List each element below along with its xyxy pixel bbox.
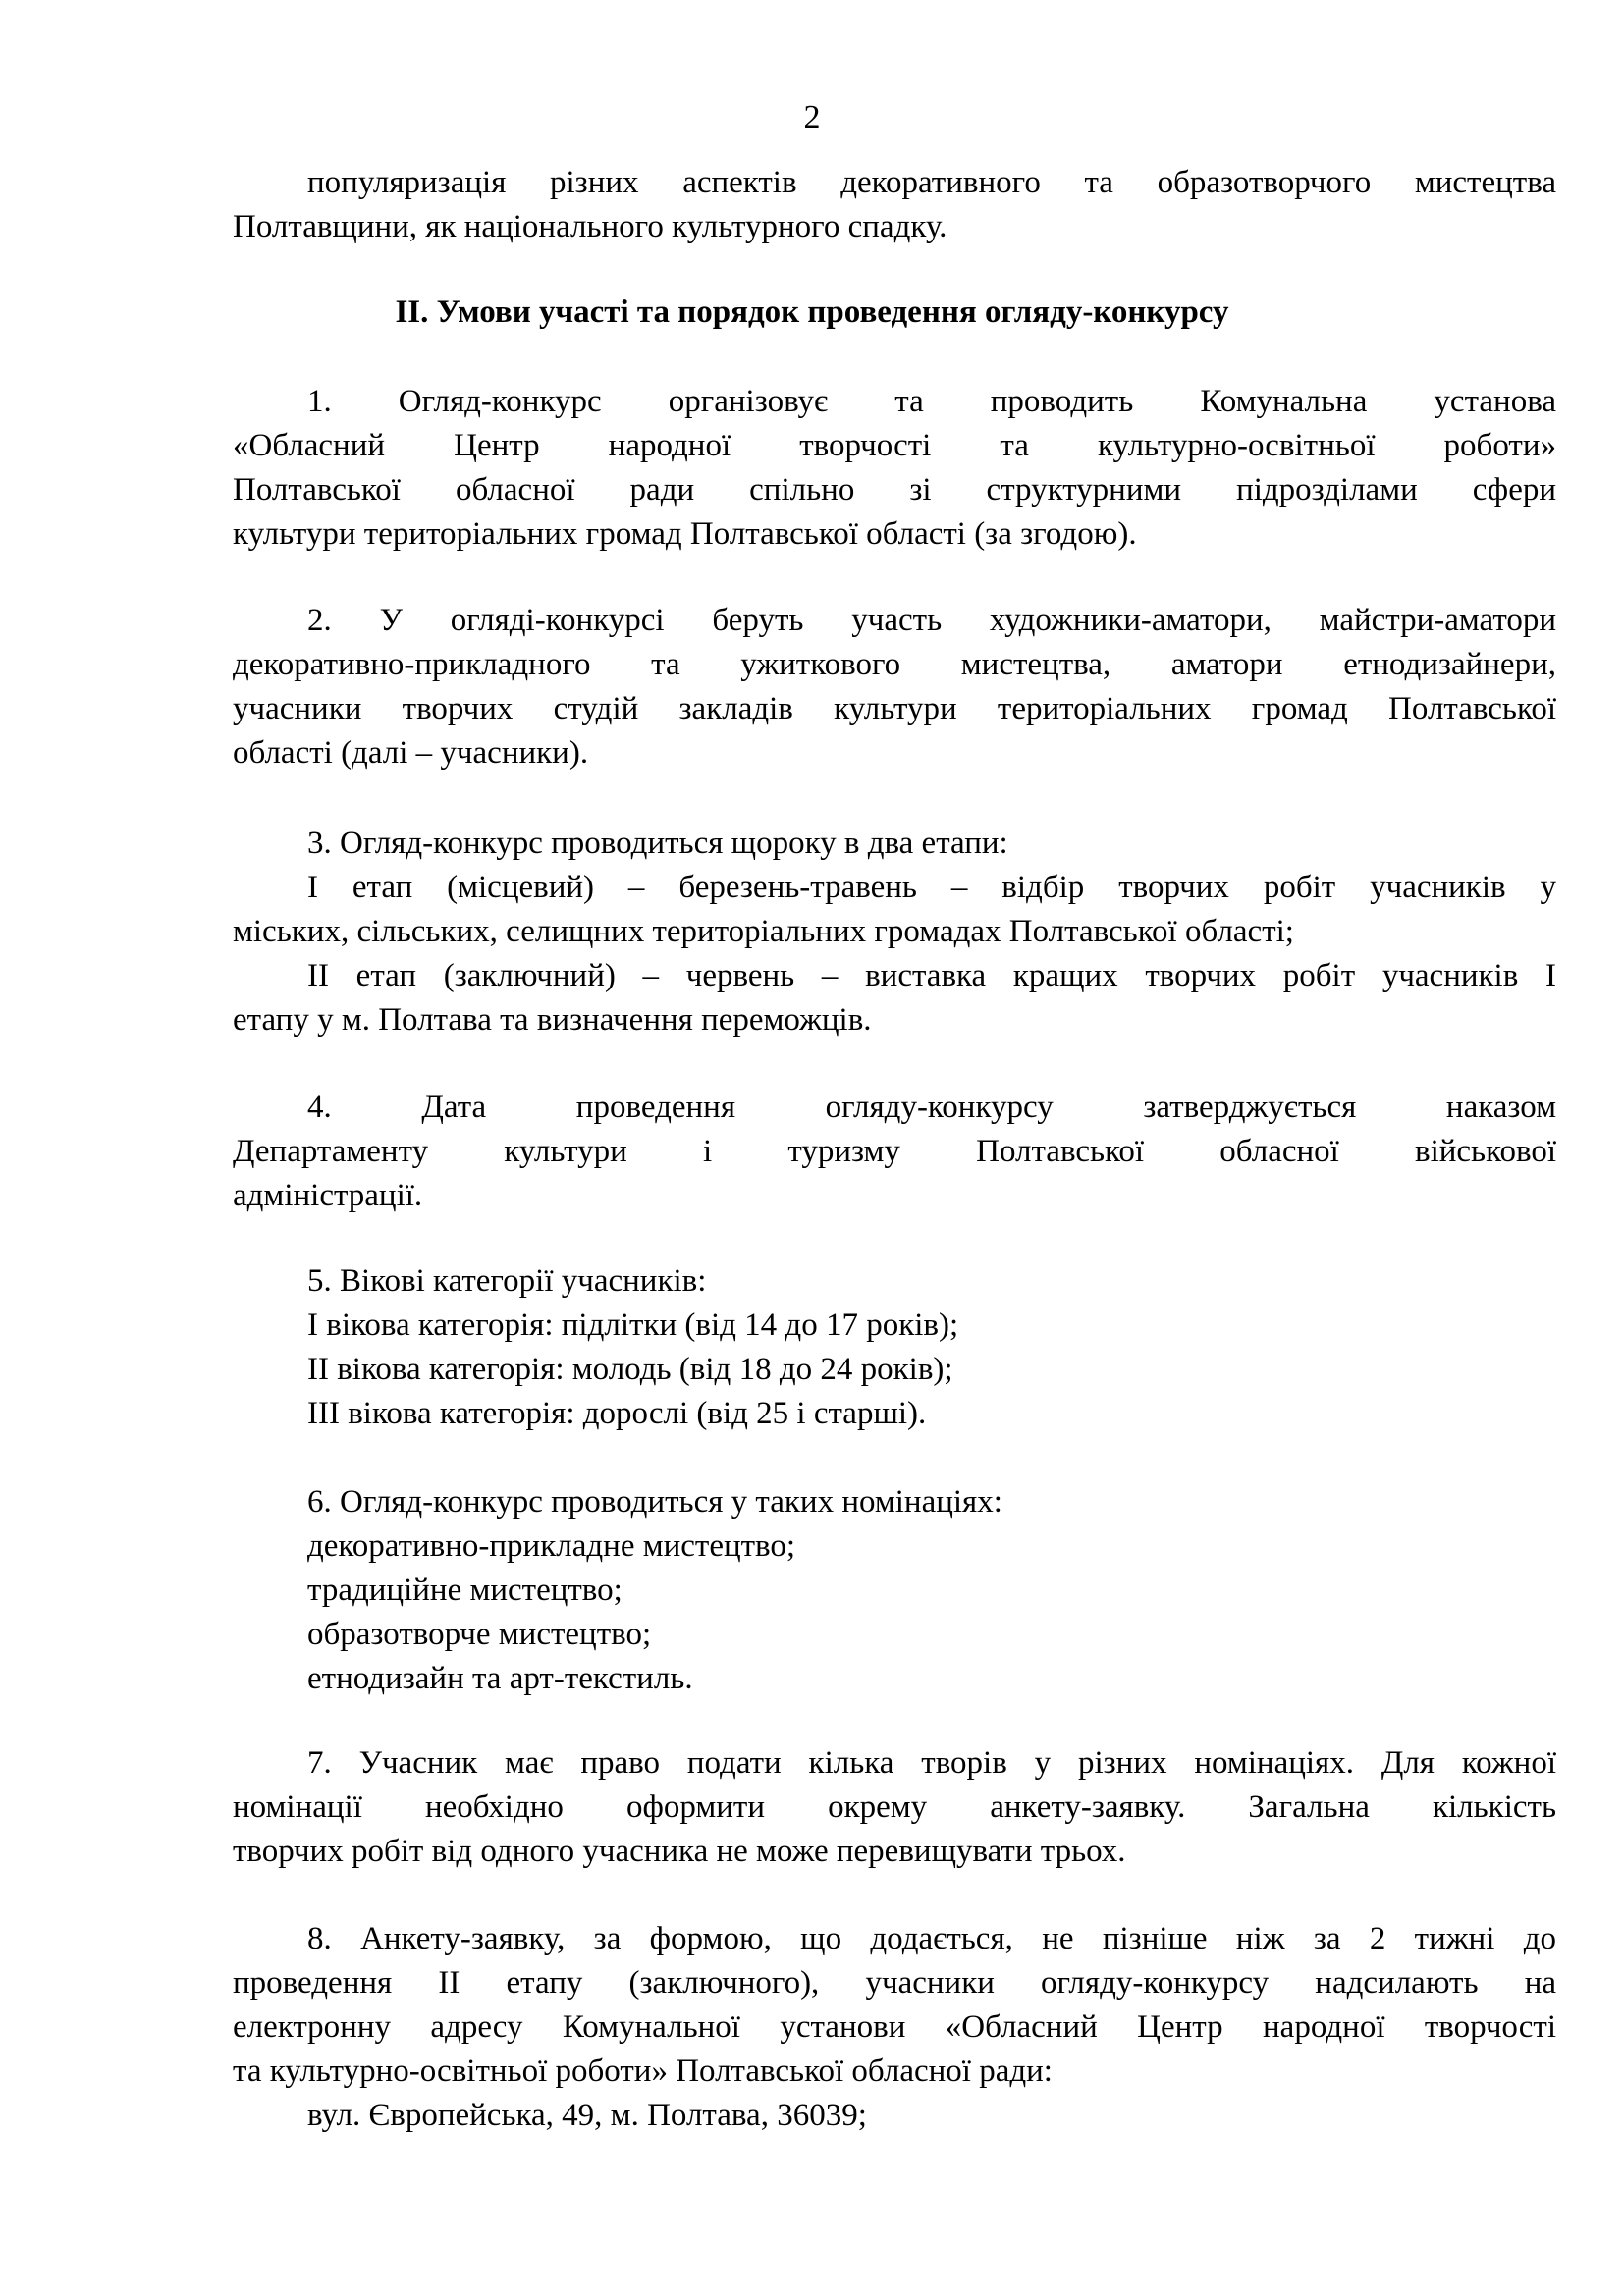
paragraph-4-line-2: Департаменту культури і туризму Полтавської обласної військової [233,1134,1556,1169]
paragraph-8-line-3: електронну адресу Комунальної установи «Обласний Центр народної творчості [233,2009,1556,2045]
nomination-4: етнодизайн та арт-текстиль. [307,1661,693,1696]
nomination-2: традиційне мистецтво; [307,1573,623,1608]
paragraph-4-line-1: 4. Дата проведення огляду-конкурсу затверджується наказом [307,1090,1556,1125]
intro-line-2: Полтавщини, як національного культурного спадку. [233,209,947,244]
intro-line-1: популяризація різних аспектів декоративного та образотворчого мистецтва [307,165,1556,200]
paragraph-1-line-2: «Обласний Центр народної творчості та культурно-освітньої роботи» [233,428,1556,463]
paragraph-7 [233,1741,1556,1874]
paragraph-3 [233,822,1556,1042]
paragraph-7-line-1: 7. Учасник має право подати кілька творів у різних номінаціях. Для кожної [307,1745,1556,1781]
paragraph-1-line-3: Полтавської обласної ради спільно зі структурними підрозділами сфери [233,472,1556,507]
paragraph-3-line-4: ІІ етап (заключний) – червень – виставка кращих творчих робіт учасників І [307,958,1556,993]
page-number: 2 [803,99,821,135]
paragraph-8-line-1: 8. Анкету-заявку, за формою, що додається, не пізніше ніж за 2 тижні до [307,1921,1556,1956]
paragraph-3-line-3: міських, сільських, селищних територіальних громадах Полтавської області; [233,914,1294,949]
paragraph-1-line-1: 1. Огляд-конкурс організовує та проводить Комунальна установа [307,384,1556,419]
paragraph-2-line-3: учасники творчих студій закладів культури територіальних громад Полтавської [233,691,1556,726]
age-category-3: ІІІ вікова категорія: дорослі (від 25 і старші). [307,1396,927,1431]
paragraph-7-line-2: номінації необхідно оформити окрему анкету-заявку. Загальна кількість [233,1789,1556,1825]
paragraph-8-line-2: проведення ІІ етапу (заключного), учасники огляду-конкурсу надсилають на [233,1965,1556,2001]
paragraph-1-line-4: культури територіальних громад Полтавської області (за згодою). [233,516,1137,552]
age-category-2: ІІ вікова категорія: молодь (від 18 до 24 років); [307,1352,953,1387]
paragraph-8-line-4: та культурно-освітньої роботи» Полтавської обласної ради: [233,2054,1053,2089]
nomination-1: декоративно-прикладне мистецтво; [307,1528,796,1564]
paragraph-2-line-4: області (далі – учасники). [233,735,589,771]
paragraph-4 [233,1086,1556,1218]
paragraph-2-line-1: 2. У огляді-конкурсі беруть участь художники-аматори, майстри-аматори [307,603,1556,638]
address-line: вул. Європейська, 49, м. Полтава, 36039; [307,2098,867,2133]
paragraph-3-line-5: етапу у м. Полтава та визначення переможців. [233,1002,872,1038]
paragraph-1 [233,380,1556,557]
paragraph-4-line-3: адміністрації. [233,1178,423,1213]
paragraph-8 [233,1917,1556,2138]
intro-paragraph [233,161,1556,249]
paragraph-5-line-1: 5. Вікові категорії учасників: [307,1263,707,1299]
paragraph-2-line-2: декоративно-прикладного та ужиткового мистецтва, аматори етнодизайнери, [233,647,1556,682]
paragraph-5 [233,1259,1556,1436]
paragraph-2 [233,599,1556,775]
paragraph-6-line-1: 6. Огляд-конкурс проводиться у таких номінаціях: [307,1484,1002,1520]
paragraph-3-line-1: 3. Огляд-конкурс проводиться щороку в два етапи: [307,826,1008,861]
section-heading: ІІ. Умови участі та порядок проведення огляду-конкурсу [395,294,1229,330]
age-category-1: І вікова категорія: підлітки (від 14 до 17 років); [307,1308,959,1343]
paragraph-3-line-2: І етап (місцевий) – березень-травень – відбір творчих робіт учасників у [307,870,1556,905]
paragraph-7-line-3: творчих робіт від одного учасника не може перевищувати трьох. [233,1834,1126,1869]
paragraph-6 [233,1480,1556,1701]
nomination-3: образотворче мистецтво; [307,1617,652,1652]
